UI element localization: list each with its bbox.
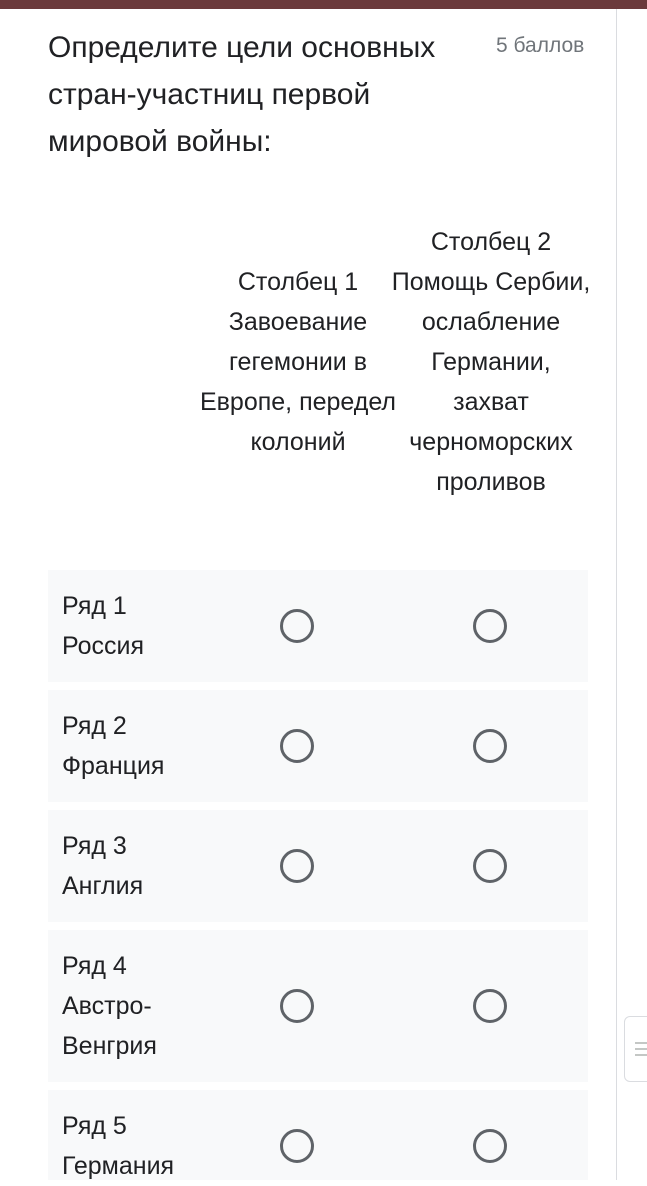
- row-title: Ряд 5: [62, 1112, 127, 1140]
- column-header-2: [391, 222, 591, 502]
- card-border: [616, 9, 617, 1180]
- grip-icon: [635, 1042, 647, 1044]
- row-title: Ряд 2: [62, 712, 127, 740]
- row-country: Германия: [62, 1152, 175, 1180]
- row-title: Ряд 1: [62, 592, 127, 620]
- column-description: Завоевание гегемонии в Европе, передел колоний: [199, 308, 397, 456]
- row-country: Австро-Венгрия: [62, 992, 157, 1060]
- row-country: Франция: [62, 752, 165, 780]
- radio-row4-col1[interactable]: [280, 989, 314, 1023]
- row-title: Ряд 4: [62, 952, 127, 980]
- grid-row-2: [48, 690, 588, 802]
- row-label: [62, 946, 222, 1066]
- column-header-1: [198, 262, 398, 462]
- grid-row-5: [48, 1090, 588, 1180]
- row-label: [62, 1106, 174, 1186]
- radio-row1-col2[interactable]: [473, 609, 507, 643]
- column-title: Столбец 2: [430, 228, 552, 256]
- row-country: Россия: [62, 632, 144, 660]
- scroll-handle[interactable]: [624, 1016, 647, 1082]
- radio-row2-col2[interactable]: [473, 729, 507, 763]
- radio-row5-col1[interactable]: [280, 1129, 314, 1163]
- row-label: [62, 826, 143, 906]
- row-country: Англия: [62, 872, 144, 900]
- grid-row-3: [48, 810, 588, 922]
- question-title: Определите цели основных стран-участниц первой мировой войны:: [48, 31, 436, 158]
- radio-row2-col1[interactable]: [280, 729, 314, 763]
- row-label: [62, 586, 144, 666]
- column-title: Столбец 1: [237, 268, 359, 296]
- radio-row1-col1[interactable]: [280, 609, 314, 643]
- row-label: [62, 706, 164, 786]
- grip-icon: [635, 1054, 647, 1056]
- points-label: 5 баллов: [496, 34, 585, 57]
- grid-row-1: [48, 570, 588, 682]
- radio-row5-col2[interactable]: [473, 1129, 507, 1163]
- radio-row3-col2[interactable]: [473, 849, 507, 883]
- radio-row4-col2[interactable]: [473, 989, 507, 1023]
- grid-row-4: [48, 930, 588, 1082]
- grip-icon: [635, 1048, 647, 1050]
- row-title: Ряд 3: [62, 832, 127, 860]
- column-description: Помощь Сербии, ослабление Германии, захват черноморских проливов: [391, 268, 591, 496]
- radio-row3-col1[interactable]: [280, 849, 314, 883]
- form-header-bar: [0, 0, 647, 9]
